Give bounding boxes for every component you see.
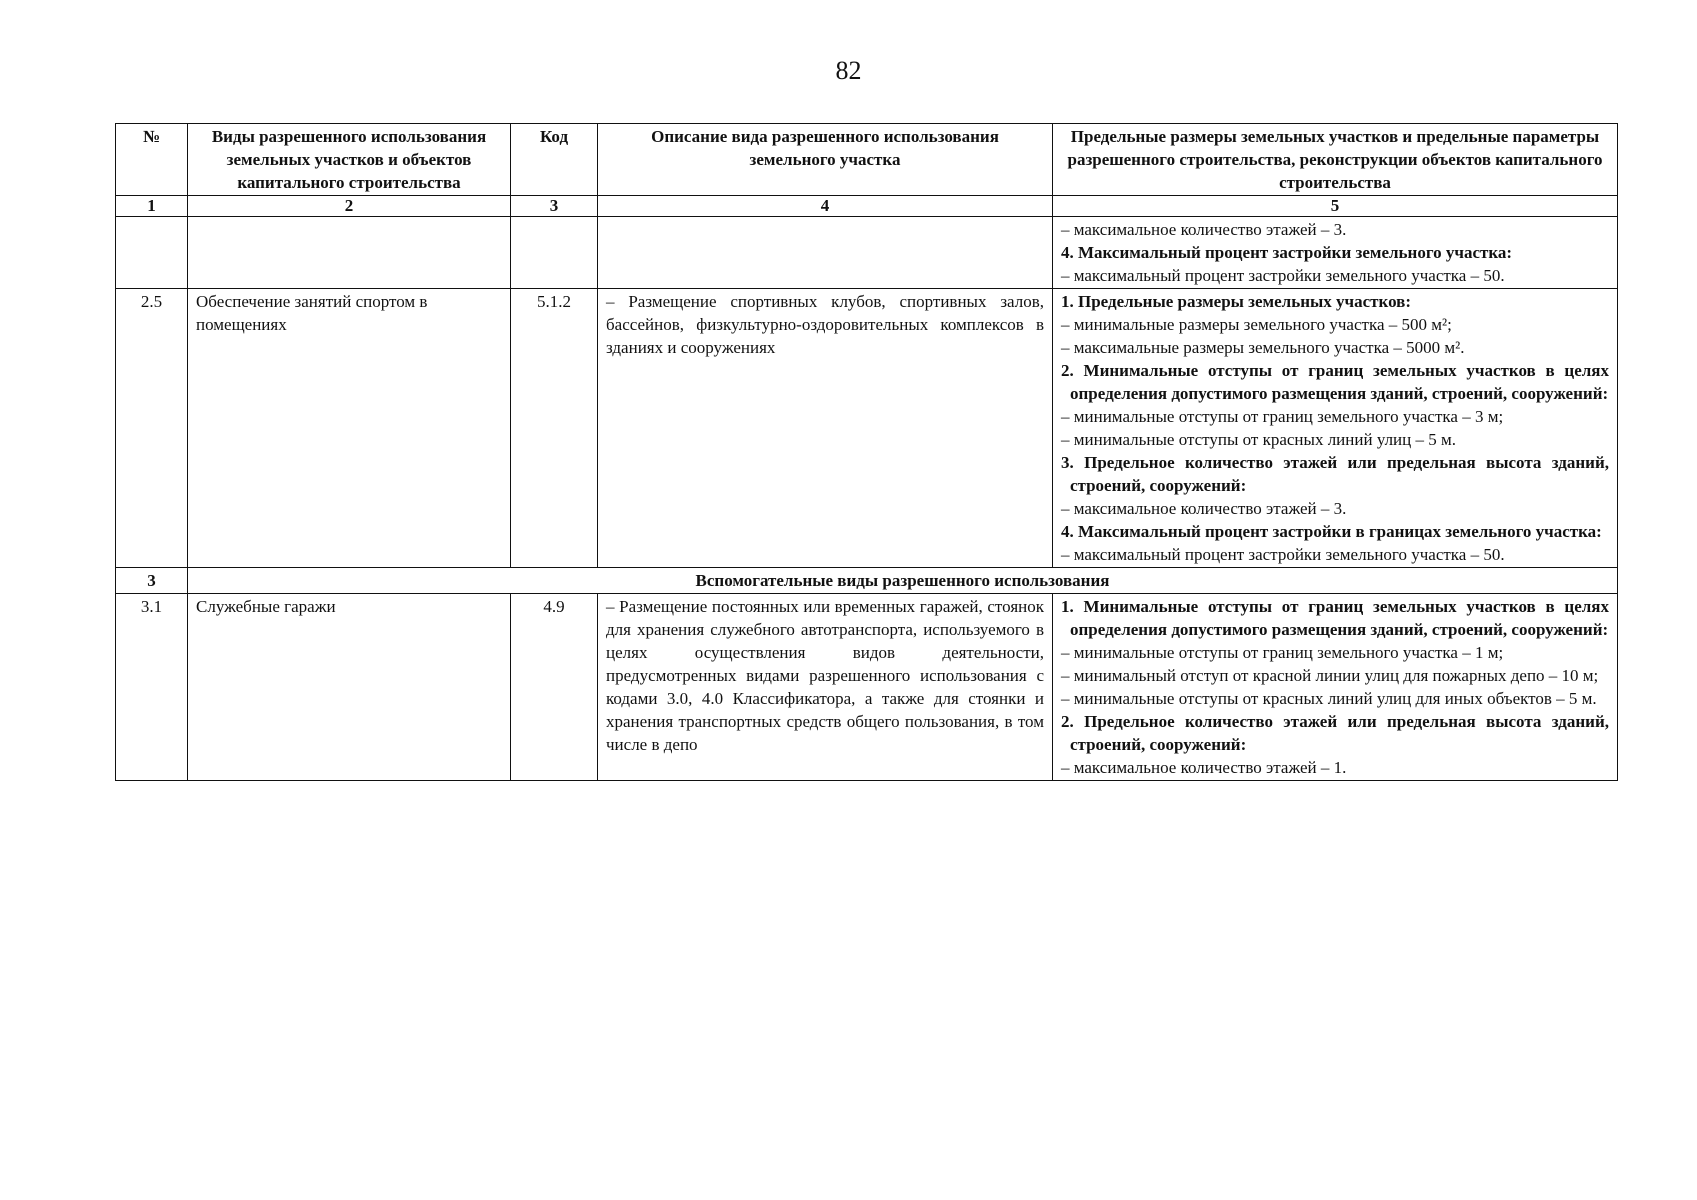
parameter-heading: 4. Максимальный процент застройки в границах земельного участка:: [1061, 522, 1602, 541]
cell-code: 5.1.2: [511, 289, 598, 568]
parameter-item: – максимальный процент застройки земельного участка – 50.: [1061, 545, 1505, 564]
cell-parameters: [1053, 594, 1618, 781]
cell-number: 3.1: [116, 594, 188, 781]
zoning-table: [115, 123, 1618, 781]
parameter-item: – минимальные отступы от границ земельного участка – 1 м;: [1061, 643, 1504, 662]
table-row-2-5: [116, 289, 1618, 568]
parameter-item: – минимальные отступы от границ земельного участка – 3 м;: [1061, 407, 1504, 426]
parameter-item: – минимальные отступы от красных линий улиц для иных объектов – 5 м.: [1061, 689, 1597, 708]
table-row-3-1: [116, 594, 1618, 781]
header-code: Код: [511, 124, 598, 196]
parameter-heading: 1. Минимальные отступы от границ земельных участков в целях определения допустимого размещения зданий, строений, сооружений:: [1061, 597, 1609, 639]
cell-description: [598, 217, 1053, 289]
column-number: 3: [511, 196, 598, 217]
header-description: Описание вида разрешенного использования земельного участка: [598, 124, 1053, 196]
cell-parameters: [1053, 289, 1618, 568]
cell-parameters: [1053, 217, 1618, 289]
parameter-heading: 1. Предельные размеры земельных участков:: [1061, 292, 1412, 311]
header-usage-type: Виды разрешенного использования земельных участков и объектов капитального строительства: [188, 124, 511, 196]
cell-description: – Размещение постоянных или временных гаражей, стоянок для хранения служебного автотранспорта, используемого в целях осуществления видов деятельности, предусмотренных видами разрешенного использования с кодами 3.0, 4.0 Классификатора, а также для стоянки и хранения транспортных средств общего пользования, в том числе в депо: [598, 594, 1053, 781]
cell-description: – Размещение спортивных клубов, спортивных залов, бассейнов, физкультурно-оздоровительных комплексов в зданиях и сооружениях: [598, 289, 1053, 568]
column-numbers-row: [116, 196, 1618, 217]
section-number: 3: [116, 568, 188, 594]
table-row-continuation: [116, 217, 1618, 289]
header-number: №: [116, 124, 188, 196]
parameter-heading: 4. Максимальный процент застройки земельного участка:: [1061, 243, 1513, 262]
cell-name: Обеспечение занятий спортом в помещениях: [188, 289, 511, 568]
cell-number: [116, 217, 188, 289]
section-title: Вспомогательные виды разрешенного использования: [188, 568, 1618, 594]
column-number: 2: [188, 196, 511, 217]
cell-name: Служебные гаражи: [188, 594, 511, 781]
parameter-item: – максимальный процент застройки земельного участка – 50.: [1061, 266, 1505, 285]
header-row: [116, 124, 1618, 196]
parameter-item: – максимальное количество этажей – 3.: [1061, 220, 1347, 239]
parameter-item: – минимальные отступы от красных линий улиц – 5 м.: [1061, 430, 1457, 449]
cell-code: 4.9: [511, 594, 598, 781]
parameter-item: – минимальные размеры земельного участка – 500 м²;: [1061, 315, 1452, 334]
column-number: 1: [116, 196, 188, 217]
cell-name: [188, 217, 511, 289]
parameter-item: – максимальное количество этажей – 3.: [1061, 499, 1347, 518]
parameter-item: – максимальные размеры земельного участка – 5000 м².: [1061, 338, 1465, 357]
header-parameters: Предельные размеры земельных участков и предельные параметры разрешенного строительства, реконструкции объектов капитального строительства: [1053, 124, 1618, 196]
parameter-heading: 2. Минимальные отступы от границ земельных участков в целях определения допустимого размещения зданий, строений, сооружений:: [1061, 361, 1609, 403]
parameter-heading: 3. Предельное количество этажей или предельная высота зданий, строений, сооружений:: [1061, 453, 1609, 495]
parameter-item: – максимальное количество этажей – 1.: [1061, 758, 1347, 777]
parameter-heading: 2. Предельное количество этажей или предельная высота зданий, строений, сооружений:: [1061, 712, 1609, 754]
cell-code: [511, 217, 598, 289]
page-number: 82: [835, 56, 862, 85]
section-row-3: [116, 568, 1618, 594]
column-number: 4: [598, 196, 1053, 217]
parameter-item: – минимальный отступ от красной линии улиц для пожарных депо – 10 м;: [1061, 666, 1599, 685]
column-number: 5: [1053, 196, 1618, 217]
cell-number: 2.5: [116, 289, 188, 568]
